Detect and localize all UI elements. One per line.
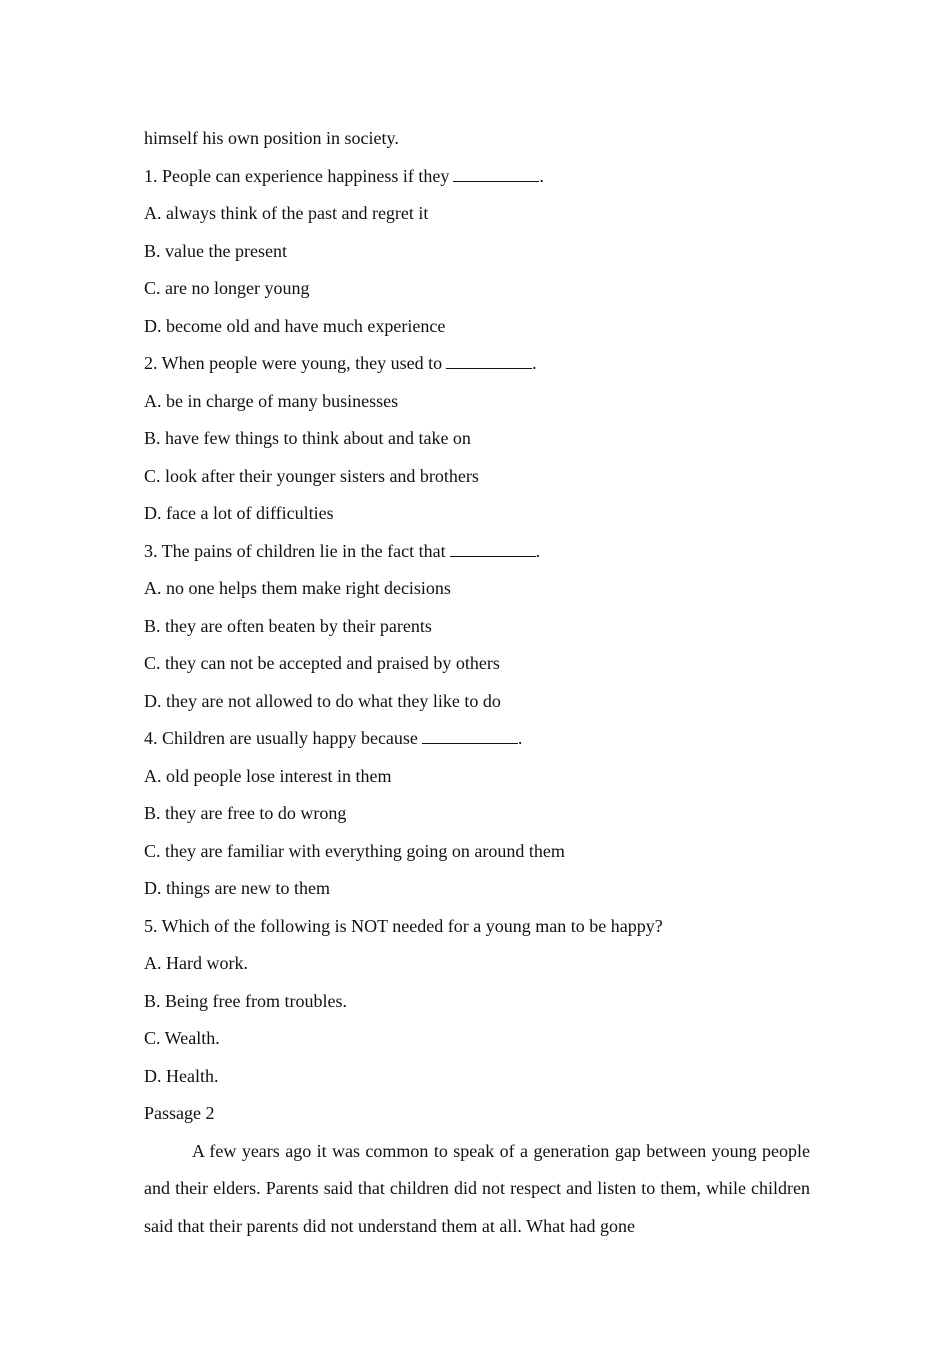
question-2-option-d: D. face a lot of difficulties	[144, 503, 334, 523]
question-stem-text: 3. The pains of children lie in the fact that	[144, 540, 446, 561]
passage-2-paragraph: A few years ago it was common to speak of a generation gap between young people and their elders. Parents said that children did not respect and listen to them, while children said that their parents did not understand them at all. What had gone	[144, 1140, 810, 1236]
question-stem-text: 4. Children are usually happy because	[144, 728, 418, 748]
question-5-stem	[144, 908, 810, 946]
question-4-option-d: D. things are new to them	[144, 878, 330, 898]
question-stem-text: 5. Which of the following is NOT needed for a young man to be happy?	[144, 915, 663, 936]
page-content	[144, 120, 810, 1245]
question-1-option-c: C. are no longer young	[144, 278, 310, 298]
question-5-option-c: C. Wealth.	[144, 1028, 220, 1048]
question-3-stem	[144, 533, 810, 571]
question-4-option-a: A. old people lose interest in them	[144, 765, 392, 786]
question-3-option-d: D. they are not allowed to do what they like to do	[144, 690, 501, 711]
question-stem-text: 2. When people were young, they used to	[144, 353, 443, 373]
question-1-option-a: A. always think of the past and regret it	[144, 203, 429, 223]
intro-line: himself his own position in society.	[144, 128, 399, 148]
question-2-stem	[144, 345, 810, 383]
question-tail: .	[539, 165, 544, 186]
question-1-option-b: B. value the present	[144, 240, 287, 261]
question-tail: .	[532, 353, 537, 373]
question-1-stem	[144, 158, 810, 196]
question-4-option-c: C. they are familiar with everything going on around them	[144, 840, 565, 861]
passage-2-heading: Passage 2	[144, 1103, 215, 1123]
answer-blank	[450, 542, 536, 557]
question-5-option-b: B. Being free from troubles.	[144, 990, 347, 1011]
question-3-option-c: C. they can not be accepted and praised by others	[144, 653, 500, 673]
question-3-option-a: A. no one helps them make right decisions	[144, 578, 451, 598]
question-2-option-b: B. have few things to think about and take on	[144, 428, 471, 448]
question-stem-text: 1. People can experience happiness if they	[144, 165, 450, 186]
question-5-option-d: D. Health.	[144, 1065, 219, 1086]
question-tail: .	[535, 540, 541, 561]
question-2-option-c: C. look after their younger sisters and brothers	[144, 465, 479, 486]
answer-blank	[446, 354, 532, 369]
question-5-option-a: A. Hard work.	[144, 953, 248, 973]
answer-blank	[453, 167, 539, 182]
question-2-option-a: A. be in charge of many businesses	[144, 390, 399, 411]
question-tail: .	[517, 728, 523, 748]
question-3-option-b: B. they are often beaten by their parents	[144, 615, 432, 636]
question-4-stem	[144, 720, 810, 758]
question-1-option-d: D. become old and have much experience	[144, 315, 446, 336]
answer-blank	[422, 729, 518, 744]
question-4-option-b: B. they are free to do wrong	[144, 803, 347, 823]
